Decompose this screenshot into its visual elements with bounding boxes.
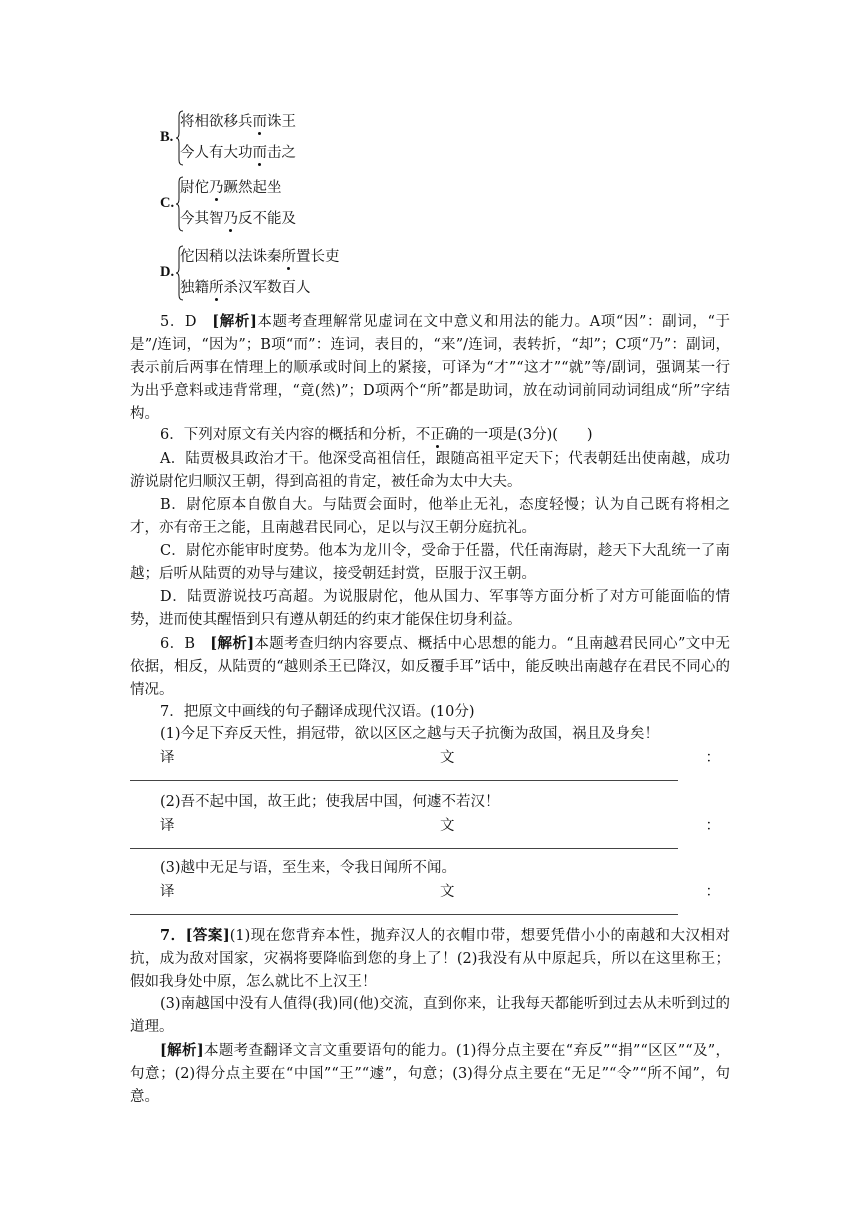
q7-analysis: [解析]本题考查翻译文言文重要语句的能力。(1)得分点主要在“弃反”“捐”“区区”“及”，句意；(2)得分点主要在“中国”“王”“遽”，句意；(3)得分点主要在“无足”“令”“所不闻”，句意。 xyxy=(130,1042,730,1105)
q7-sentence-1: (1)今足下弃反天性，捐冠带，欲以区区之越与天子抗衡为敌国，祸且及身矣！ xyxy=(160,726,660,742)
answer-line xyxy=(130,914,678,915)
option-line: 佗因稍以法诛秦所置长吏 xyxy=(180,249,340,265)
emphasis-char: 而 xyxy=(252,145,267,161)
q6-answer: 6．B [解析]本题考查归纳内容要点、概括中心思想的能力。“且南越君民同心”文中无依据，相反，从陆贾的“越则杀王已降汉，如反覆手耳”话中，能反映出南越存在君民不同心的情况。 xyxy=(130,635,730,698)
q6-question: 6．下列对原文有关内容的概括和分析，不正确的一项是(3分)( ) xyxy=(160,427,593,443)
translation-prompt: 译 文 ： xyxy=(160,884,720,900)
translation-prompt: 译 文 ： xyxy=(160,750,720,766)
option-line: 独籍所杀汉军数百人 xyxy=(180,280,311,296)
emphasis-char: 所 xyxy=(209,280,224,296)
q6-option-a: A．陆贾极具政治才干。他深受高祖信任，跟随高祖平定天下；代表朝廷出使南越，成功游说尉佗归顺汉王朝，得到高祖的肯定，被任命为太中大夫。 xyxy=(130,451,730,490)
option-letter: C. xyxy=(160,195,175,211)
answer-line xyxy=(130,848,678,849)
answer-line xyxy=(130,780,678,781)
option-letter: B. xyxy=(160,129,174,145)
translation-prompt: 译 文 ： xyxy=(160,818,720,834)
q6-option-d: D．陆贾游说技巧高超。为说服尉佗，他从国力、军事等方面分析了对方可能面临的情势，进而使其醒悟到只有遵从朝廷的约束才能保住切身利益。 xyxy=(130,589,730,628)
option-b xyxy=(160,110,580,170)
emphasis-char: 乃 xyxy=(209,180,224,196)
option-d xyxy=(160,245,580,305)
q5-answer: 5．D [解析]本题考查理解常见虚词在文中意义和用法的能力。A项“因”：副词，“于是”/连词，“因为”；B项“而”：连词，表目的，“来”/连词，表转折，“却”；C项“乃”：副词，表示前后两事在情理上的顺承或时间上的紧接，可译为“才”“这才”“就”等/副词，强调某一行为出乎意料或违背常理，“竟(然)”；D项两个“所”都是助词，放在动词前同动词组成“所”字结构。 xyxy=(130,313,730,422)
emphasis-char: 不正确 xyxy=(415,427,460,443)
q7-sentence-3: (3)越中无足与语，至生来，令我日闻所不闻。 xyxy=(160,860,457,876)
q6-option-b: B．尉佗原本自傲自大。与陆贾会面时，他举止无礼，态度轻慢；认为自己既有将相之才，亦有帝王之能，且南越君民同心，足以与汉王朝分庭抗礼。 xyxy=(130,497,730,536)
q7-answer: 7．[答案](1)现在您背弃本性，抛弃汉人的衣帽巾带，想要凭借小小的南越和大汉相对抗，成为敌对国家，灾祸将要降临到您的身上了！(2)我没有从中原起兵，所以在这里称王；假如我身处中原，怎么就比不上汉王！ xyxy=(130,927,730,990)
option-letter: D. xyxy=(160,264,175,280)
option-line: 今人有大功而击之 xyxy=(180,145,296,161)
q7-answer-3: (3)南越国中没有人值得(我)同(他)交流，直到你来，让我每天都能听到过去从未听到过的道理。 xyxy=(130,996,730,1035)
option-c xyxy=(160,176,580,236)
emphasis-char: 乃 xyxy=(223,211,238,227)
emphasis-char: 所 xyxy=(281,249,296,265)
option-line: 今其智乃反不能及 xyxy=(180,211,296,227)
q7-question: 7．把原文中画线的句子翻译成现代汉语。(10分) xyxy=(160,704,475,720)
emphasis-char: 而 xyxy=(252,114,267,130)
option-line: 尉佗乃蹶然起坐 xyxy=(180,180,282,196)
q6-option-c: C．尉佗亦能审时度势。他本为龙川令，受命于任嚣，代任南海尉，趁天下大乱统一了南越；后听从陆贾的劝导与建议，接受朝廷封赏，臣服于汉王朝。 xyxy=(130,543,730,582)
option-line: 将相欲移兵而诛王 xyxy=(180,114,296,130)
q7-sentence-2: (2)吾不起中国，故王此；使我居中国，何遽不若汉！ xyxy=(160,794,500,810)
